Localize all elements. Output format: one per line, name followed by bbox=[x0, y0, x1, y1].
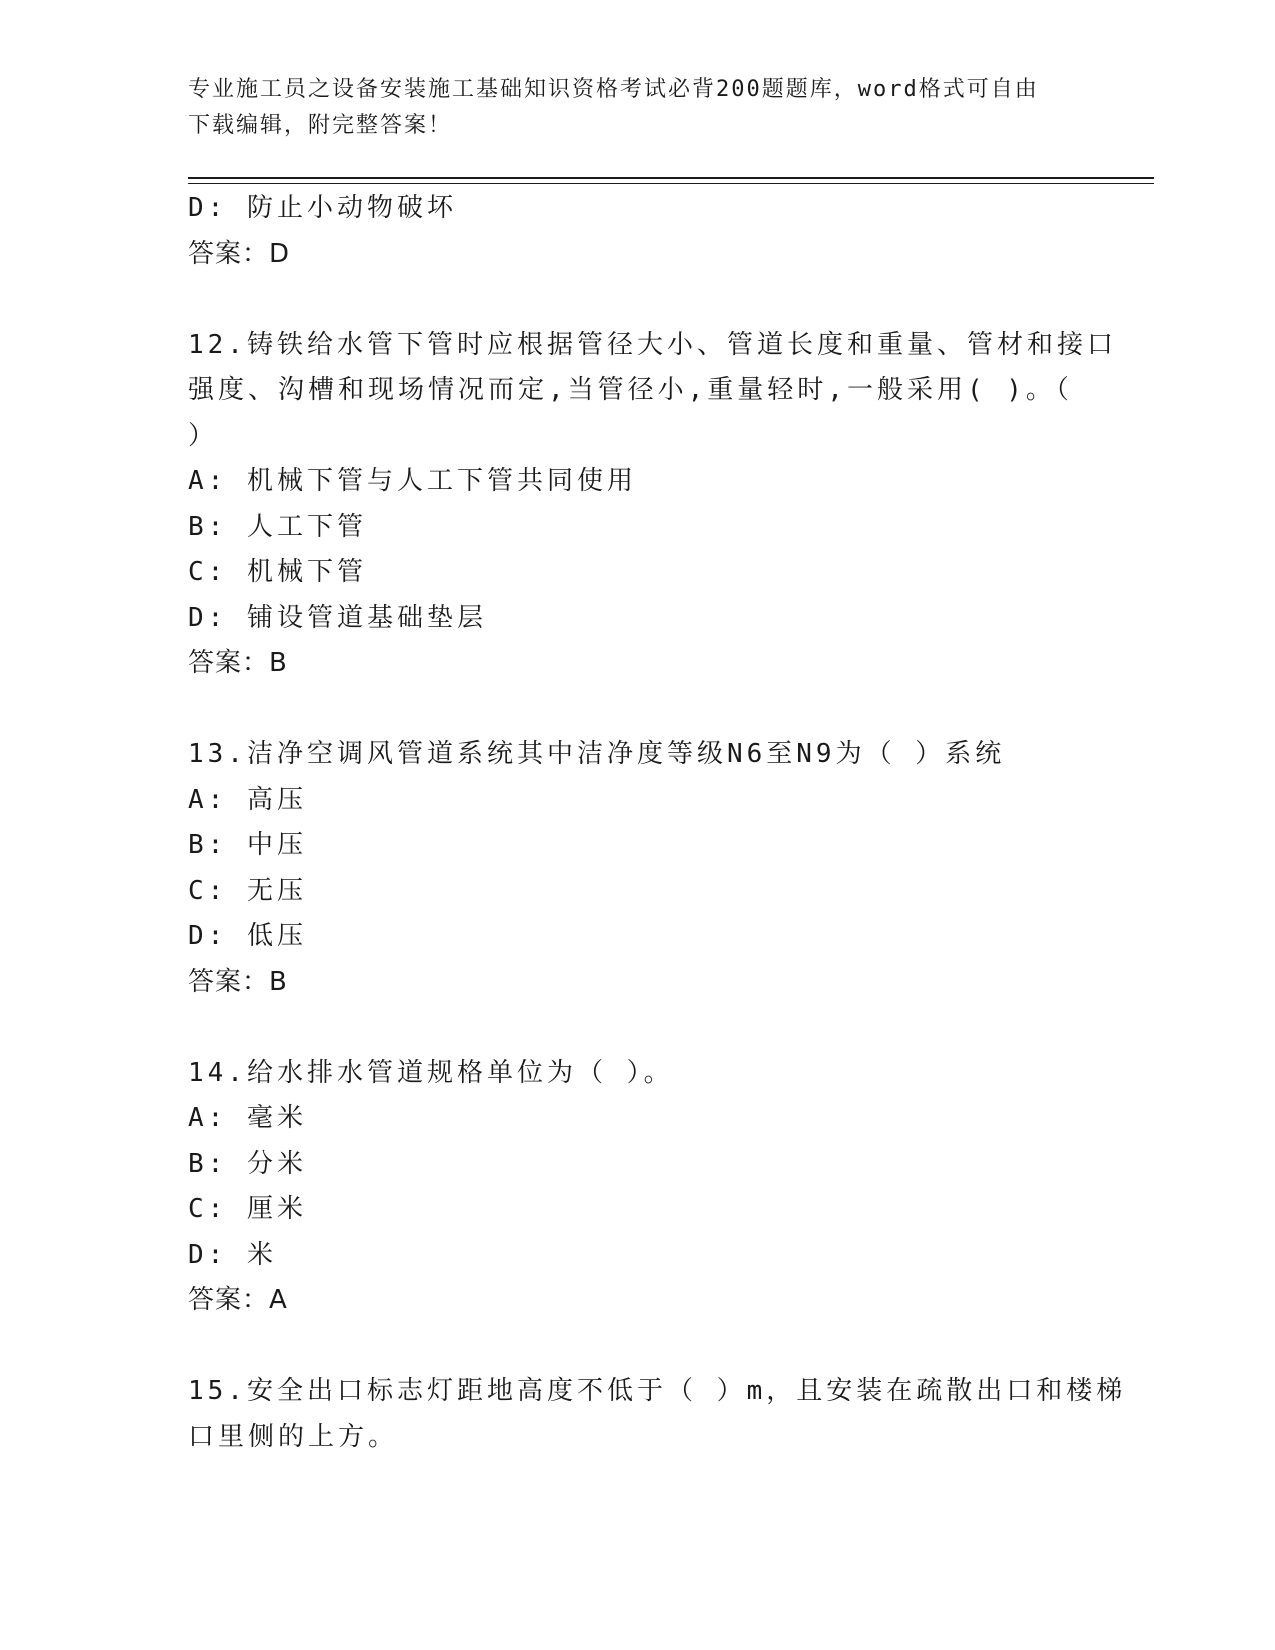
q14-stem-line-1: 14.给水排水管道规格单位为（ ）。 bbox=[188, 1057, 674, 1088]
question-14 bbox=[188, 1051, 1088, 1324]
q12-option-a: A: 机械下管与人工下管共同使用 bbox=[188, 466, 637, 496]
q14-option-a: A: 毫米 bbox=[188, 1103, 307, 1133]
q12-option-d: D: 铺设管道基础垫层 bbox=[188, 602, 487, 633]
q13-option-d: D: 低压 bbox=[188, 921, 307, 951]
header-rule-thin bbox=[188, 183, 1154, 184]
q12-stem-line-1: 12.铸铁给水管下管时应根据管径大小、管道长度和重量、管材和接口 bbox=[188, 329, 1117, 360]
spacer bbox=[188, 1324, 1088, 1370]
question-13 bbox=[188, 732, 1088, 1005]
document-header bbox=[188, 72, 1088, 144]
spacer bbox=[188, 1005, 1088, 1051]
q12-option-c: C: 机械下管 bbox=[188, 557, 367, 587]
q14-option-c: C: 厘米 bbox=[188, 1194, 307, 1224]
header-line-2: 下载编辑，附完整答案！ bbox=[188, 113, 453, 138]
header-line-1: 专业施工员之设备安装施工基础知识资格考试必背200题题库，word格式可自由 bbox=[188, 77, 1039, 102]
q13-stem-line-1: 13.洁净空调风管道系统其中洁净度等级N6至N9为（ ）系统 bbox=[188, 739, 1006, 769]
q15-stem-line-2: 口里侧的上方。 bbox=[188, 1421, 399, 1452]
question-15 bbox=[188, 1369, 1127, 1460]
q11-option-d: D: 防止小动物破坏 bbox=[188, 193, 457, 223]
q12-answer: 答案：B bbox=[188, 648, 288, 678]
spacer bbox=[188, 277, 1088, 323]
q12-stem-line-3: ） bbox=[188, 420, 219, 451]
q14-answer: 答案：A bbox=[188, 1285, 288, 1315]
q13-option-b: B: 中压 bbox=[188, 830, 307, 860]
q11-answer: 答案：D bbox=[188, 238, 291, 269]
spacer bbox=[188, 687, 1088, 733]
header-rule-thick bbox=[188, 177, 1154, 179]
q15-stem-line-1: 15.安全出口标志灯距地高度不低于（ ）m，且安装在疏散出口和楼梯 bbox=[188, 1376, 1127, 1406]
q12-option-b: B: 人工下管 bbox=[188, 511, 367, 542]
question-content bbox=[188, 186, 1127, 1460]
q13-answer: 答案：B bbox=[188, 966, 288, 997]
q14-option-b: B: 分米 bbox=[188, 1148, 307, 1179]
q13-option-c: C: 无压 bbox=[188, 875, 307, 906]
question-12 bbox=[188, 323, 1117, 687]
q13-option-a: A: 高压 bbox=[188, 784, 307, 815]
q14-option-d: D: 米 bbox=[188, 1239, 277, 1270]
q12-stem-line-2: 强度、沟槽和现场情况而定,当管径小,重量轻时,一般采用( )。（ bbox=[188, 375, 1073, 405]
